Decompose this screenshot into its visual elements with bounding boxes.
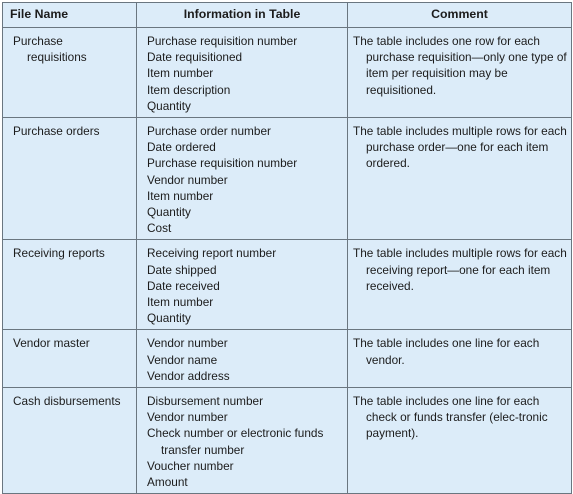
info-item: Vendor number xyxy=(147,172,228,187)
info-item: Vendor address xyxy=(147,368,230,383)
info-item: Date received xyxy=(147,278,220,293)
table-row xyxy=(3,330,572,388)
file-table xyxy=(2,2,572,494)
file-name-text: Purchase orders xyxy=(13,124,100,139)
info-item: Vendor number xyxy=(147,410,228,425)
info-item: Voucher number xyxy=(147,458,234,473)
info-item: Item description xyxy=(147,82,231,97)
file-name-cell xyxy=(3,28,137,118)
info-cell xyxy=(137,118,348,240)
info-item: Vendor number xyxy=(147,336,228,351)
file-name-text: Purchase requisitions xyxy=(13,34,87,65)
table-row xyxy=(3,388,572,494)
info-item: Date shipped xyxy=(147,262,217,277)
info-cell xyxy=(137,388,348,494)
file-name-text: Cash disbursements xyxy=(13,394,121,409)
header-row xyxy=(3,3,572,28)
table-row xyxy=(3,28,572,118)
info-cell xyxy=(137,240,348,330)
info-item: Date requisitioned xyxy=(147,50,243,65)
comment-cell xyxy=(348,118,572,240)
table-row xyxy=(3,240,572,330)
file-name-text: Vendor master xyxy=(13,336,90,351)
info-cell xyxy=(137,28,348,118)
info-item: Receiving report number xyxy=(147,246,277,261)
comment-text: The table includes multiple rows for each purchase order—one for each item ordered. xyxy=(353,124,567,171)
info-item: Check number or electronic funds transfer number xyxy=(147,426,324,457)
comment-cell xyxy=(348,388,572,494)
file-name-cell xyxy=(3,388,137,494)
comment-text: The table includes one line for each vendor. xyxy=(353,336,540,367)
info-item: Item number xyxy=(147,66,214,81)
info-item: Item number xyxy=(147,188,214,203)
file-name-text: Receiving reports xyxy=(13,246,105,261)
header-information: Information in Table xyxy=(137,3,348,28)
info-item: Amount xyxy=(147,475,188,490)
file-name-cell xyxy=(3,330,137,388)
info-item: Cost xyxy=(147,221,172,236)
comment-cell xyxy=(348,240,572,330)
info-item: Item number xyxy=(147,295,214,310)
comment-text: The table includes one row for each purchase requisition—only one type of item per requisition may be requisitioned. xyxy=(353,34,567,97)
table-row xyxy=(3,118,572,240)
comment-text: The table includes multiple rows for each receiving report—one for each item received. xyxy=(353,246,567,293)
info-cell xyxy=(137,330,348,388)
info-item: Disbursement number xyxy=(147,394,264,409)
comment-cell xyxy=(348,28,572,118)
file-table-container xyxy=(2,2,571,490)
info-item: Purchase requisition number xyxy=(147,156,298,171)
file-name-cell xyxy=(3,118,137,240)
header-comment: Comment xyxy=(348,3,572,28)
info-item: Date ordered xyxy=(147,140,216,155)
comment-cell xyxy=(348,330,572,388)
info-item: Purchase order number xyxy=(147,124,271,139)
file-name-cell xyxy=(3,240,137,330)
info-item: Quantity xyxy=(147,311,191,326)
info-item: Quantity xyxy=(147,205,191,220)
info-item: Quantity xyxy=(147,98,191,113)
comment-text: The table includes one line for each check or funds transfer (elec-tronic payment). xyxy=(353,394,548,441)
info-item: Purchase requisition number xyxy=(147,34,298,48)
info-item: Vendor name xyxy=(147,352,218,367)
header-file-name: File Name xyxy=(3,3,137,28)
